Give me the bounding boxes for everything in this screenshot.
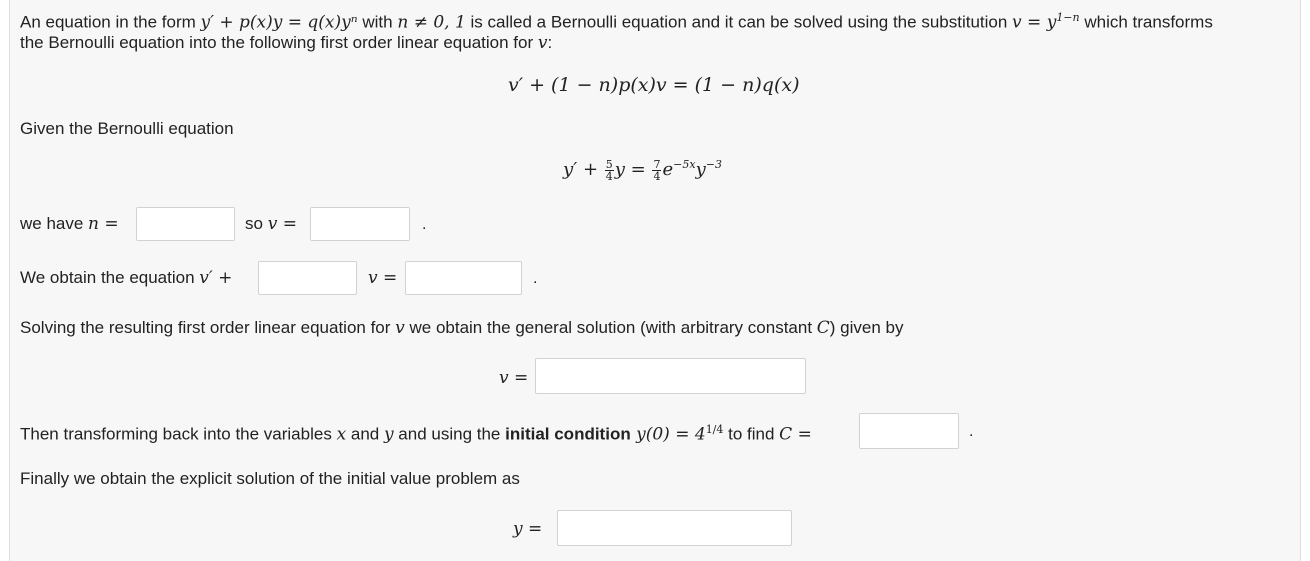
n-condition: n ≠ 0, 1 bbox=[397, 12, 466, 33]
intro-line-2 bbox=[20, 31, 552, 55]
y-exponent: −3 bbox=[705, 158, 722, 171]
y-solution-label: y = bbox=[513, 519, 543, 539]
transform-text-1: Then transforming back into the variables bbox=[20, 424, 337, 444]
solving-text-2: we obtain the general solution (with arbitrary constant bbox=[404, 318, 817, 337]
var-y: y bbox=[383, 424, 394, 445]
linear-coefficient-input[interactable] bbox=[258, 261, 357, 295]
fraction-denominator: 4 bbox=[605, 169, 613, 183]
given-lhs: y′ + bbox=[563, 159, 604, 180]
row-n-label bbox=[20, 212, 119, 236]
solving-text-1: Solving the resulting first order linear equation for bbox=[20, 318, 396, 337]
substitution-exponent: 1−n bbox=[1056, 11, 1080, 24]
fraction-7-4 bbox=[652, 159, 661, 182]
given-label: Given the Bernoulli equation bbox=[20, 119, 234, 138]
intro-text-5: the Bernoulli equation into the following first order linear equation for bbox=[20, 33, 538, 52]
n-equals: n = bbox=[88, 214, 119, 234]
y-base: y bbox=[695, 159, 706, 180]
substitution: v = y bbox=[1012, 12, 1057, 33]
n-input[interactable] bbox=[136, 207, 235, 241]
solving-text bbox=[20, 316, 904, 340]
intro-colon: : bbox=[547, 33, 553, 52]
initial-condition-label: initial condition bbox=[505, 424, 631, 444]
initial-condition-exponent: 1/4 bbox=[705, 423, 724, 436]
exp-base: e bbox=[662, 159, 674, 180]
fraction-denominator: 4 bbox=[653, 169, 661, 183]
fraction-numerator: 5 bbox=[605, 157, 613, 171]
period: . bbox=[422, 216, 427, 233]
v-substitution-input[interactable] bbox=[310, 207, 410, 241]
linear-rhs-input[interactable] bbox=[405, 261, 522, 295]
v-equals-2: v = bbox=[368, 268, 398, 288]
given-equation bbox=[563, 158, 722, 182]
solving-var-v: v bbox=[395, 318, 405, 338]
and-text: and bbox=[346, 424, 384, 444]
intro-text-4: which transforms bbox=[1079, 12, 1213, 32]
given-mid: y = bbox=[614, 159, 652, 180]
v-prime-plus: v′ + bbox=[199, 268, 233, 288]
transform-text-3: to find bbox=[723, 424, 780, 444]
constant-c: C bbox=[816, 318, 830, 338]
var-x: x bbox=[336, 424, 347, 445]
transform-text-2: and using the bbox=[393, 424, 506, 444]
period: . bbox=[969, 423, 974, 440]
row-obtain-label bbox=[20, 266, 232, 290]
obtain-text: We obtain the equation bbox=[20, 268, 200, 287]
fraction-5-4 bbox=[605, 159, 614, 182]
initial-condition: y(0) = 4 bbox=[630, 424, 706, 445]
c-input[interactable] bbox=[859, 413, 959, 449]
period: . bbox=[533, 270, 538, 287]
intro-text-1: An equation in the form bbox=[20, 12, 201, 32]
finally-text: Finally we obtain the explicit solution of the initial value problem as bbox=[20, 469, 520, 488]
we-have-text: we have bbox=[20, 214, 89, 233]
exp-exponent: −5x bbox=[673, 158, 696, 171]
v-general-solution-input[interactable] bbox=[535, 358, 806, 394]
so-text: so bbox=[245, 214, 268, 233]
transform-text bbox=[20, 418, 812, 447]
v-solution-label: v = bbox=[499, 368, 529, 388]
fraction-numerator: 7 bbox=[653, 157, 661, 171]
solving-text-3: ) given by bbox=[829, 318, 904, 337]
linear-equation: v′ + (1 − n)p(x)v = (1 − n)q(x) bbox=[508, 74, 800, 96]
intro-var-v: v bbox=[537, 33, 548, 53]
y-explicit-solution-input[interactable] bbox=[557, 510, 792, 546]
row-v-label bbox=[245, 212, 297, 236]
c-equals: C = bbox=[779, 424, 812, 445]
v-equals: v = bbox=[267, 214, 297, 234]
bernoulli-form: y′ + p(x)y = q(x)yⁿ bbox=[200, 12, 358, 33]
intro-text-3: is called a Bernoulli equation and it can be solved using the substitution bbox=[465, 12, 1013, 32]
intro-text-2: with bbox=[357, 12, 398, 32]
